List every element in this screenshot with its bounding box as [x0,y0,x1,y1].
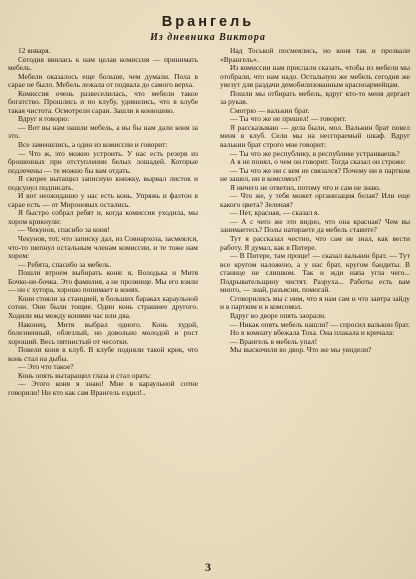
paragraph: Повели коня в клуб. В клубе подняли такой крик, что конь стал на дыбы. [8,345,198,363]
right-column [220,47,410,355]
paragraph: Вдруг я говорю: [18,114,70,124]
paragraph: И вот неожиданно у нас есть конь. Упряжь и фаэтон в сарае есть — от Мироновых остались. [8,191,198,209]
paragraph: Вдруг во дворе опять заорали. [230,310,326,320]
paragraph: Пошли мы отбирать мебель, вдруг кто-то меня дергает за рукав. [220,88,410,107]
paragraph: — Нет, красная, — сказал я. [230,208,320,218]
paragraph: Я ничего не ответил, потому что и сам не знаю. [230,182,381,192]
paragraph: — В Питере, там проще! — сказал валькин брат. — Тут все кругом наложено, а у нас брат, кругом бандиты. В станице не слишком. Так и жди напа угла чего... Подрывательщину чистят. Разруха... Работы есть вам много, — знай, разъясни, помогай. [220,251,410,295]
paragraph: — А с чего же это видно, что она красная? Чем вы занимаетесь? Полы натираете да мебель ставите? [220,216,410,235]
paragraph: — Этого коня я знаю! Мне в караульной сотне говорили! Ни кто как сам Врангель ездил!.. [8,379,198,397]
paragraph: Я скорее вытащил записную книжку, вырвал листок и подсунул подписать. [8,174,198,192]
paragraph: Кони стояли за станцией, в больших бараках караульной сотни. Они были тощие. Один конь страшнее другого. Ходили мы между конями час или два. [8,293,198,320]
paragraph: — Ты что же республику, в республике устраиваешь? [230,148,400,158]
page-number: 3 [205,560,211,574]
page-title: Врангель [161,14,255,30]
paragraph: — Вот вы нам нашли мебель, а вы бы нам дали коня за это. [8,122,198,141]
paragraph: Из комиссии нам прислали сказать, чтобы из мебели мы отобрали, что нам надо. Остальную же мебель сегодня же увезут для раздачи демобилизованным красноармейцам. [220,63,410,90]
paragraph: Я рассказываю — дела были, мол. Валькин брат повел меня в клуб. Сели мы на несгораемый шкаф. Вдруг валькин брат строго мне говорит: [220,122,410,150]
paragraph: 12 января. [18,46,51,55]
paragraph: Конь опять вытаращил глаза и стал орать: [18,370,152,380]
paragraph: — Ты что же не пришел! — говорит. [230,114,347,124]
paragraph: — Ты что же ни с кем не связался? Почему ни в партком не зашел, ни в комсомол? [220,165,410,184]
paragraph: — Никак опять мебель нашли? — спросил валькин брат. [230,319,410,329]
paragraph: Чекунов, тот, что записку дал, из Совнархоза, засмеялся, что-то шепнул остальным членам комиссии, и те тоже нам хором: [8,234,198,261]
paragraph: Все заменились, а один из комиссии и говорит: [18,140,168,150]
paragraph: — Что ж, это можно устроить. У нас есть резерв из брошенных при отступлении белых лошадей. Которые подлечены — те можно бы вам отдать. [8,148,198,175]
paragraph: Комиссия очень развеселилась, что мебели такое богатство. Прошлись и по клубу, удивились, что в клубе такая чистота. Осмотрели сараи. Зашли в конюшню. [8,88,198,115]
paragraph: Сговорились мы с ним, что я нам сам и что завтра зайду и в партком и в комсомол. [220,293,410,312]
paragraph: Тут я рассказал честно, что сам не знал, как вести работу. Я думал, как в Питере. [220,234,410,252]
left-column [8,47,198,397]
paragraph: Мебели оказалось еще больше, чем думали. Пола в сарае не было. Мебель лежала от подвала до самого верха. [8,71,198,90]
paragraph: Над Тоськой посмеялись, но коня так и прозвали «Врангель». [220,46,410,64]
page-subtitle: Из дневника Виктора [150,32,266,43]
paragraph: Смотрю — валькин брат. [230,105,310,115]
paragraph: Сегодня явилась к нам целая комиссия — принимать мебель. [8,54,198,73]
paragraph: — Что же, у тебя может организация белая? Или еще какого цвета? Зеленая? [220,191,410,209]
paragraph: — Врангель в мебель упал! [230,336,318,346]
paragraph: А я не понял, о чем он говорит. Тогда сказал он строже: [230,157,406,167]
paragraph: — Чекунов, спасибо за коня! [18,225,110,235]
paragraph: Наконец, Митя выбрал одного. Конь худой, болезненный, облезлый, но довольно молодой и рост хороший. Весь пятнистый от чесотки. [8,319,198,346]
paragraph: Но в комнату вбежала Тоха. Она плакала и кричала: [230,328,395,338]
paragraph: Я быстро собрал ребят и, когда комиссия уходила, мы хором крикнули: [8,208,198,226]
paragraph: Пошли втроем выбирать коня: я, Володька и Митя Бочко-не-бочка. Это фамилия, а не прозвище. Мы его взяли — он с хутора, хорошо понимает в конях. [8,268,198,295]
paragraph: — Это что такое? [18,362,74,372]
paragraph: — Ребята, спасибо за мебель. [18,259,112,269]
paragraph: Мы выскочили во двор. Что же мы увидели? [230,345,372,355]
